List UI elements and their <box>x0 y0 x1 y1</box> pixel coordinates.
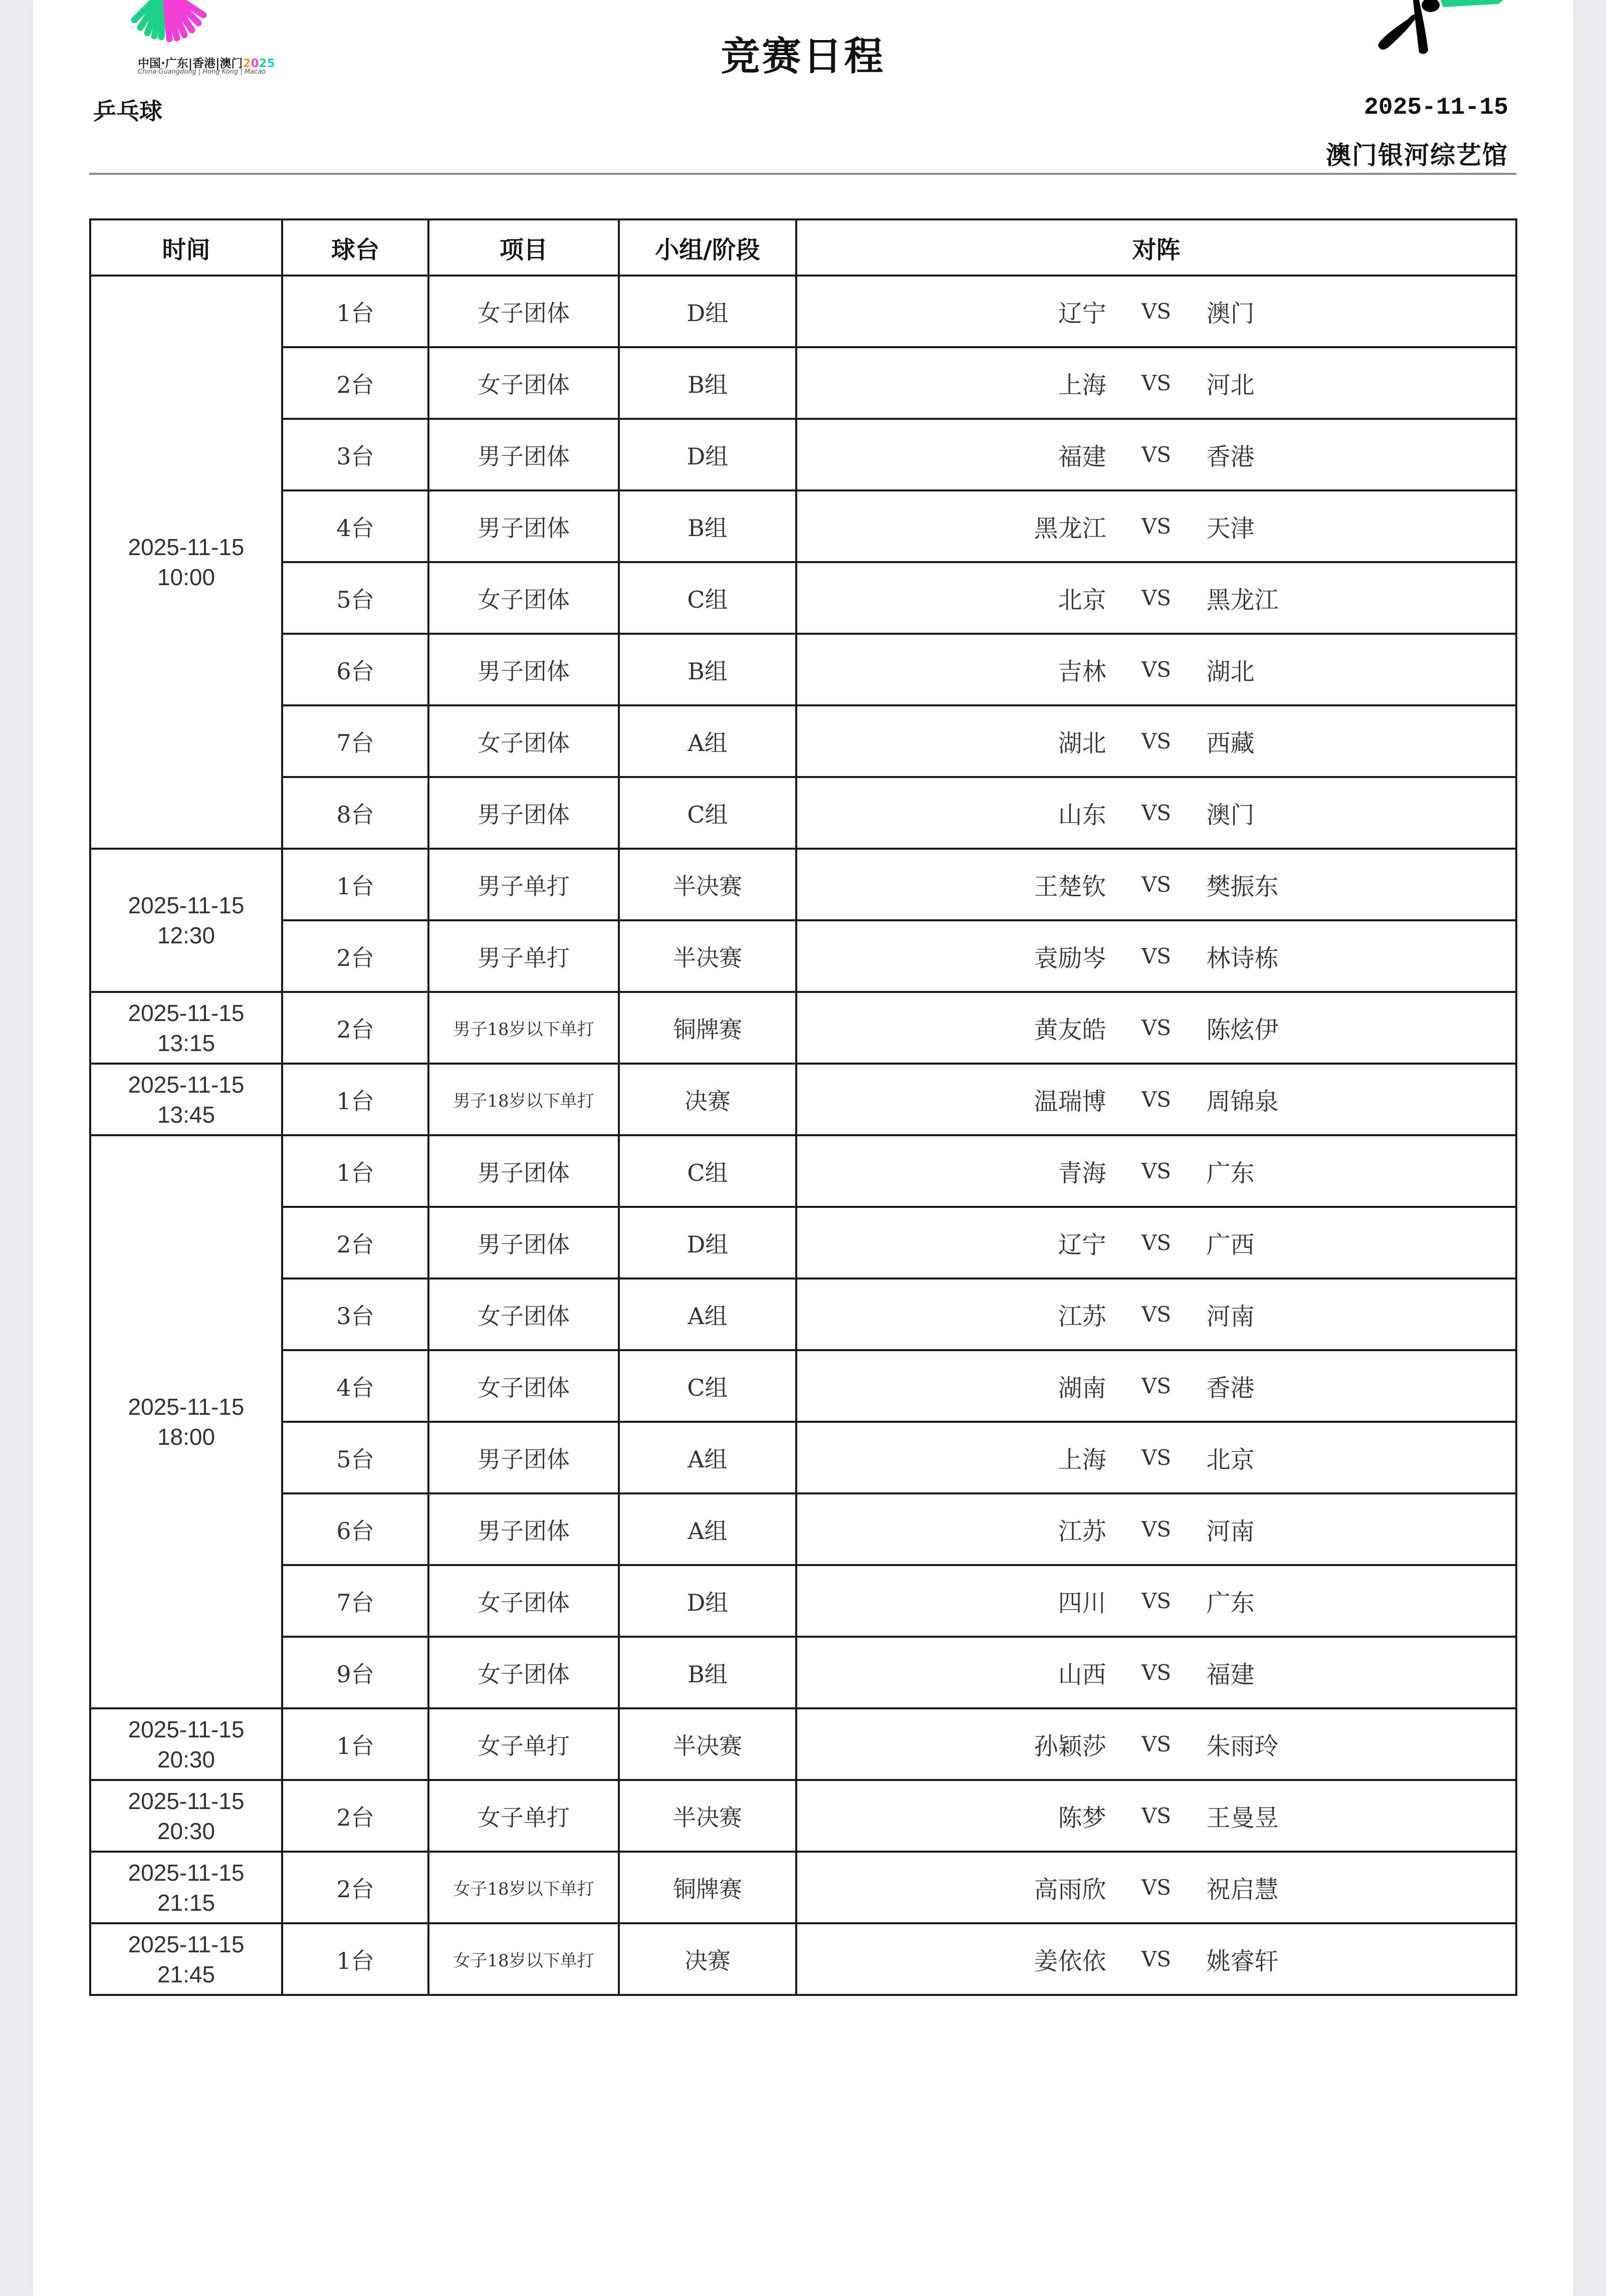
side-a: 辽宁 <box>1058 300 1106 328</box>
time-clock: 10:00 <box>157 564 215 590</box>
vs-label: VS <box>1141 1159 1172 1183</box>
stage-cell: 半决赛 <box>619 920 796 992</box>
vs-label: VS <box>1141 586 1172 610</box>
event-cell: 男子18岁以下单打 <box>428 992 619 1064</box>
side-a: 山西 <box>1058 1661 1106 1689</box>
vs-label: VS <box>1141 1230 1172 1255</box>
matchup-cell <box>796 1422 1516 1493</box>
time-date: 2025-11-15 <box>128 534 245 560</box>
time-clock: 20:30 <box>157 1818 215 1844</box>
side-b: 河南 <box>1206 1303 1255 1331</box>
matchup <box>797 1584 1515 1618</box>
event-cell: 女子团体 <box>428 1279 619 1350</box>
side-a: 王楚钦 <box>1034 873 1106 901</box>
side-b: 姚睿轩 <box>1206 1947 1279 1975</box>
time-cell <box>90 1064 282 1135</box>
table-number-cell: 2台 <box>282 992 428 1064</box>
side-a: 高雨欣 <box>1034 1876 1106 1904</box>
table-number-cell: 1台 <box>282 1923 428 1995</box>
vs-label: VS <box>1141 1517 1172 1542</box>
time-clock: 13:45 <box>157 1101 215 1128</box>
side-a: 福建 <box>1058 443 1106 471</box>
stage-cell: A组 <box>619 1422 796 1493</box>
column-header-matchup: 对阵 <box>796 219 1516 276</box>
time-date: 2025-11-15 <box>128 892 245 918</box>
matchup <box>797 1225 1515 1260</box>
table-row <box>90 1493 1516 1565</box>
matchup-cell <box>796 490 1516 562</box>
table-row <box>90 1780 1516 1852</box>
event-cell: 女子团体 <box>428 1637 619 1708</box>
time-clock: 13:15 <box>157 1030 215 1056</box>
table-row <box>90 1923 1516 1995</box>
side-a: 袁励岑 <box>1034 944 1106 972</box>
time-date: 2025-11-15 <box>128 999 245 1026</box>
matchup <box>797 1010 1515 1045</box>
table-number-cell: 4台 <box>282 1350 428 1422</box>
vs-label: VS <box>1141 371 1172 395</box>
event-cell: 女子单打 <box>428 1708 619 1780</box>
time-date: 2025-11-15 <box>128 1931 245 1957</box>
stage-cell: D组 <box>619 276 796 347</box>
vs-label: VS <box>1141 442 1172 467</box>
matchup <box>797 1082 1515 1117</box>
side-b: 黑龙江 <box>1206 586 1279 614</box>
logo-year: 2025 <box>243 57 275 70</box>
matchup-cell <box>796 777 1516 849</box>
event-cell: 男子团体 <box>428 1422 619 1493</box>
time-date: 2025-11-15 <box>128 1859 245 1886</box>
side-b: 北京 <box>1206 1446 1255 1474</box>
column-header-stage: 小组/阶段 <box>619 219 796 276</box>
side-a: 湖南 <box>1058 1374 1106 1402</box>
time-cell <box>90 1780 282 1852</box>
stage-cell: D组 <box>619 1207 796 1279</box>
time-clock: 12:30 <box>157 922 215 948</box>
side-b: 祝启慧 <box>1206 1876 1279 1904</box>
stage-cell: 半决赛 <box>619 1708 796 1780</box>
matchup-cell <box>796 705 1516 777</box>
time-clock: 21:15 <box>157 1889 215 1916</box>
side-b: 西藏 <box>1206 729 1255 757</box>
stage-cell: B组 <box>619 634 796 705</box>
table-number-cell: 2台 <box>282 1207 428 1279</box>
table-row <box>90 777 1516 849</box>
vs-label: VS <box>1141 1732 1172 1756</box>
stage-cell: 半决赛 <box>619 849 796 920</box>
matchup <box>797 581 1515 615</box>
stage-cell: 铜牌赛 <box>619 992 796 1064</box>
table-number-cell: 6台 <box>282 634 428 705</box>
event-cell: 女子团体 <box>428 1565 619 1637</box>
vs-label: VS <box>1141 872 1172 897</box>
vs-label: VS <box>1141 1804 1172 1828</box>
vs-label: VS <box>1141 1015 1172 1040</box>
matchup <box>797 294 1515 329</box>
table-row <box>90 849 1516 920</box>
time-date: 2025-11-15 <box>128 1071 245 1098</box>
matchup-cell <box>796 1923 1516 1995</box>
matchup <box>797 1799 1515 1833</box>
side-a: 上海 <box>1058 371 1106 399</box>
side-a: 黄友皓 <box>1034 1016 1106 1044</box>
matchup <box>797 366 1515 400</box>
side-b: 香港 <box>1206 1374 1255 1402</box>
matchup <box>797 724 1515 758</box>
matchup-cell <box>796 347 1516 419</box>
side-b: 天津 <box>1206 515 1255 543</box>
event-cell: 男子18岁以下单打 <box>428 1064 619 1135</box>
side-a: 姜依依 <box>1034 1947 1106 1975</box>
matchup <box>797 1154 1515 1188</box>
vs-label: VS <box>1141 299 1172 324</box>
event-cell: 女子18岁以下单打 <box>428 1852 619 1923</box>
side-b: 福建 <box>1206 1661 1255 1689</box>
table-row <box>90 1207 1516 1279</box>
stage-cell: D组 <box>619 1565 796 1637</box>
event-cell: 男子团体 <box>428 634 619 705</box>
matchup <box>797 1870 1515 1905</box>
matchup-cell <box>796 1708 1516 1780</box>
side-a: 陈梦 <box>1058 1804 1106 1832</box>
stage-cell: A组 <box>619 1279 796 1350</box>
event-cell: 男子单打 <box>428 920 619 992</box>
vs-label: VS <box>1141 1302 1172 1327</box>
table-number-cell: 1台 <box>282 849 428 920</box>
matchup-cell <box>796 992 1516 1064</box>
column-header-time: 时间 <box>90 219 282 276</box>
matchup-cell <box>796 1780 1516 1852</box>
time-cell <box>90 849 282 992</box>
table-row <box>90 705 1516 777</box>
table-row <box>90 1708 1516 1780</box>
stage-cell: C组 <box>619 1350 796 1422</box>
side-a: 四川 <box>1058 1589 1106 1617</box>
table-row <box>90 1135 1516 1207</box>
matchup-cell <box>796 562 1516 634</box>
venue-name: 澳门银河综艺馆 <box>1326 141 1508 170</box>
table-number-cell: 7台 <box>282 705 428 777</box>
table-number-cell: 3台 <box>282 1279 428 1350</box>
side-b: 澳门 <box>1206 801 1255 829</box>
side-a: 山东 <box>1058 801 1106 829</box>
table-number-cell: 8台 <box>282 777 428 849</box>
event-cell: 女子单打 <box>428 1780 619 1852</box>
table-row <box>90 1565 1516 1637</box>
event-cell: 男子团体 <box>428 777 619 849</box>
side-b: 广西 <box>1206 1231 1255 1259</box>
vs-label: VS <box>1141 1660 1172 1685</box>
matchup-cell <box>796 419 1516 490</box>
matchup-cell <box>796 1207 1516 1279</box>
matchup-cell <box>796 276 1516 347</box>
stage-cell: B组 <box>619 1637 796 1708</box>
time-cell <box>90 276 282 849</box>
table-number-cell: 7台 <box>282 1565 428 1637</box>
table-number-cell: 3台 <box>282 419 428 490</box>
time-clock: 18:00 <box>157 1424 215 1450</box>
vs-label: VS <box>1141 1087 1172 1112</box>
matchup <box>797 652 1515 687</box>
side-b: 广东 <box>1206 1159 1255 1187</box>
stage-cell: 铜牌赛 <box>619 1852 796 1923</box>
header-divider <box>89 173 1516 175</box>
matchup-cell <box>796 849 1516 920</box>
event-cell: 男子团体 <box>428 490 619 562</box>
time-date: 2025-11-15 <box>128 1716 245 1742</box>
side-b: 湖北 <box>1206 658 1255 686</box>
side-b: 林诗栋 <box>1206 944 1279 972</box>
matchup <box>797 867 1515 902</box>
vs-label: VS <box>1141 1589 1172 1613</box>
time-date: 2025-11-15 <box>128 1394 245 1420</box>
event-cell: 男子团体 <box>428 1207 619 1279</box>
matchup <box>797 1512 1515 1547</box>
sport-name: 乒乓球 <box>93 98 162 125</box>
page-title: 竞赛日程 <box>721 34 885 79</box>
time-clock: 21:45 <box>157 1961 215 1987</box>
table-row <box>90 562 1516 634</box>
table-number-cell: 4台 <box>282 490 428 562</box>
side-a: 上海 <box>1058 1446 1106 1474</box>
header-date: 2025-11-15 <box>1363 94 1508 121</box>
stage-cell: C组 <box>619 562 796 634</box>
table-header-row <box>90 219 1516 276</box>
vs-label: VS <box>1141 729 1172 753</box>
table-number-cell: 5台 <box>282 1422 428 1493</box>
side-b: 王曼昱 <box>1206 1804 1279 1832</box>
vs-label: VS <box>1141 514 1172 539</box>
stage-cell: 半决赛 <box>619 1780 796 1852</box>
matchup <box>797 1297 1515 1332</box>
side-b: 河南 <box>1206 1517 1255 1546</box>
matchup <box>797 1655 1515 1690</box>
vs-label: VS <box>1141 1947 1172 1971</box>
table-row <box>90 1852 1516 1923</box>
column-header-event: 项目 <box>428 219 619 276</box>
matchup <box>797 437 1515 472</box>
time-cell <box>90 1852 282 1923</box>
table-number-cell: 2台 <box>282 1852 428 1923</box>
time-clock: 20:30 <box>157 1746 215 1772</box>
table-row <box>90 1064 1516 1135</box>
matchup-cell <box>796 1852 1516 1923</box>
side-a: 江苏 <box>1058 1303 1106 1331</box>
matchup-cell <box>796 920 1516 992</box>
table-row <box>90 419 1516 490</box>
event-cell: 女子团体 <box>428 1350 619 1422</box>
stage-cell: A组 <box>619 1493 796 1565</box>
table-number-cell: 2台 <box>282 920 428 992</box>
matchup <box>797 1942 1515 1976</box>
table-row <box>90 1637 1516 1708</box>
event-cell: 男子单打 <box>428 849 619 920</box>
matchup <box>797 1727 1515 1761</box>
side-b: 周锦泉 <box>1206 1088 1279 1116</box>
side-a: 北京 <box>1058 586 1106 614</box>
matchup-cell <box>796 1135 1516 1207</box>
stage-cell: 决赛 <box>619 1064 796 1135</box>
column-header-table: 球台 <box>282 219 428 276</box>
side-a: 黑龙江 <box>1034 515 1106 543</box>
stage-cell: C组 <box>619 777 796 849</box>
table-row <box>90 1279 1516 1350</box>
table-number-cell: 5台 <box>282 562 428 634</box>
matchup-cell <box>796 1565 1516 1637</box>
stage-cell: A组 <box>619 705 796 777</box>
side-b: 广东 <box>1206 1589 1255 1617</box>
side-a: 温瑞博 <box>1034 1088 1106 1116</box>
time-date: 2025-11-15 <box>128 1788 245 1814</box>
side-b: 樊振东 <box>1206 873 1279 901</box>
matchup <box>797 939 1515 973</box>
table-row <box>90 347 1516 419</box>
table-row <box>90 920 1516 992</box>
table-number-cell: 9台 <box>282 1637 428 1708</box>
matchup-cell <box>796 1493 1516 1565</box>
table-row <box>90 1350 1516 1422</box>
event-cell: 男子团体 <box>428 419 619 490</box>
side-a: 湖北 <box>1058 729 1106 757</box>
matchup-cell <box>796 1064 1516 1135</box>
event-cell: 女子团体 <box>428 276 619 347</box>
vs-label: VS <box>1141 657 1172 682</box>
stage-cell: B组 <box>619 490 796 562</box>
side-a: 辽宁 <box>1058 1231 1106 1259</box>
table-row <box>90 490 1516 562</box>
stage-cell: C组 <box>619 1135 796 1207</box>
matchup <box>797 1440 1515 1475</box>
event-cell: 男子团体 <box>428 1493 619 1565</box>
table-row <box>90 634 1516 705</box>
time-cell <box>90 1708 282 1780</box>
schedule-table <box>89 218 1517 1996</box>
side-b: 澳门 <box>1206 300 1255 328</box>
table-number-cell: 6台 <box>282 1493 428 1565</box>
table-row <box>90 992 1516 1064</box>
vs-label: VS <box>1141 801 1172 825</box>
table-number-cell: 1台 <box>282 1064 428 1135</box>
matchup <box>797 509 1515 544</box>
vs-label: VS <box>1141 1875 1172 1900</box>
stage-cell: 决赛 <box>619 1923 796 1995</box>
side-a: 江苏 <box>1058 1517 1106 1546</box>
side-a: 孙颖莎 <box>1034 1732 1106 1760</box>
matchup-cell <box>796 1350 1516 1422</box>
table-number-cell: 2台 <box>282 1780 428 1852</box>
side-b: 陈炫伊 <box>1206 1016 1279 1044</box>
event-cell: 女子团体 <box>428 347 619 419</box>
time-cell <box>90 1135 282 1708</box>
time-cell <box>90 992 282 1064</box>
matchup-cell <box>796 1637 1516 1708</box>
games-logo-text-en: China·Guangdong | Hong Kong | Macao <box>138 68 266 76</box>
table-number-cell: 1台 <box>282 1135 428 1207</box>
logo-cn-label: 中国·广东|香港|澳门 <box>138 57 243 70</box>
vs-label: VS <box>1141 944 1172 968</box>
vs-label: VS <box>1141 1374 1172 1398</box>
table-number-cell: 2台 <box>282 347 428 419</box>
table-row <box>90 1422 1516 1493</box>
matchup-cell <box>796 1279 1516 1350</box>
table-number-cell: 1台 <box>282 1708 428 1780</box>
side-b: 香港 <box>1206 443 1255 471</box>
event-cell: 女子18岁以下单打 <box>428 1923 619 1995</box>
matchup <box>797 1369 1515 1403</box>
stage-cell: D组 <box>619 419 796 490</box>
vs-label: VS <box>1141 1445 1172 1470</box>
event-cell: 女子团体 <box>428 562 619 634</box>
event-cell: 女子团体 <box>428 705 619 777</box>
side-a: 青海 <box>1058 1159 1106 1187</box>
schedule-body <box>90 276 1516 1995</box>
side-b: 朱雨玲 <box>1206 1732 1279 1760</box>
side-a: 吉林 <box>1058 658 1106 686</box>
matchup-cell <box>796 634 1516 705</box>
table-row <box>90 276 1516 347</box>
matchup <box>797 796 1515 830</box>
stage-cell: B组 <box>619 347 796 419</box>
table-number-cell: 1台 <box>282 276 428 347</box>
event-cell: 男子团体 <box>428 1135 619 1207</box>
time-cell <box>90 1923 282 1995</box>
side-b: 河北 <box>1206 371 1255 399</box>
